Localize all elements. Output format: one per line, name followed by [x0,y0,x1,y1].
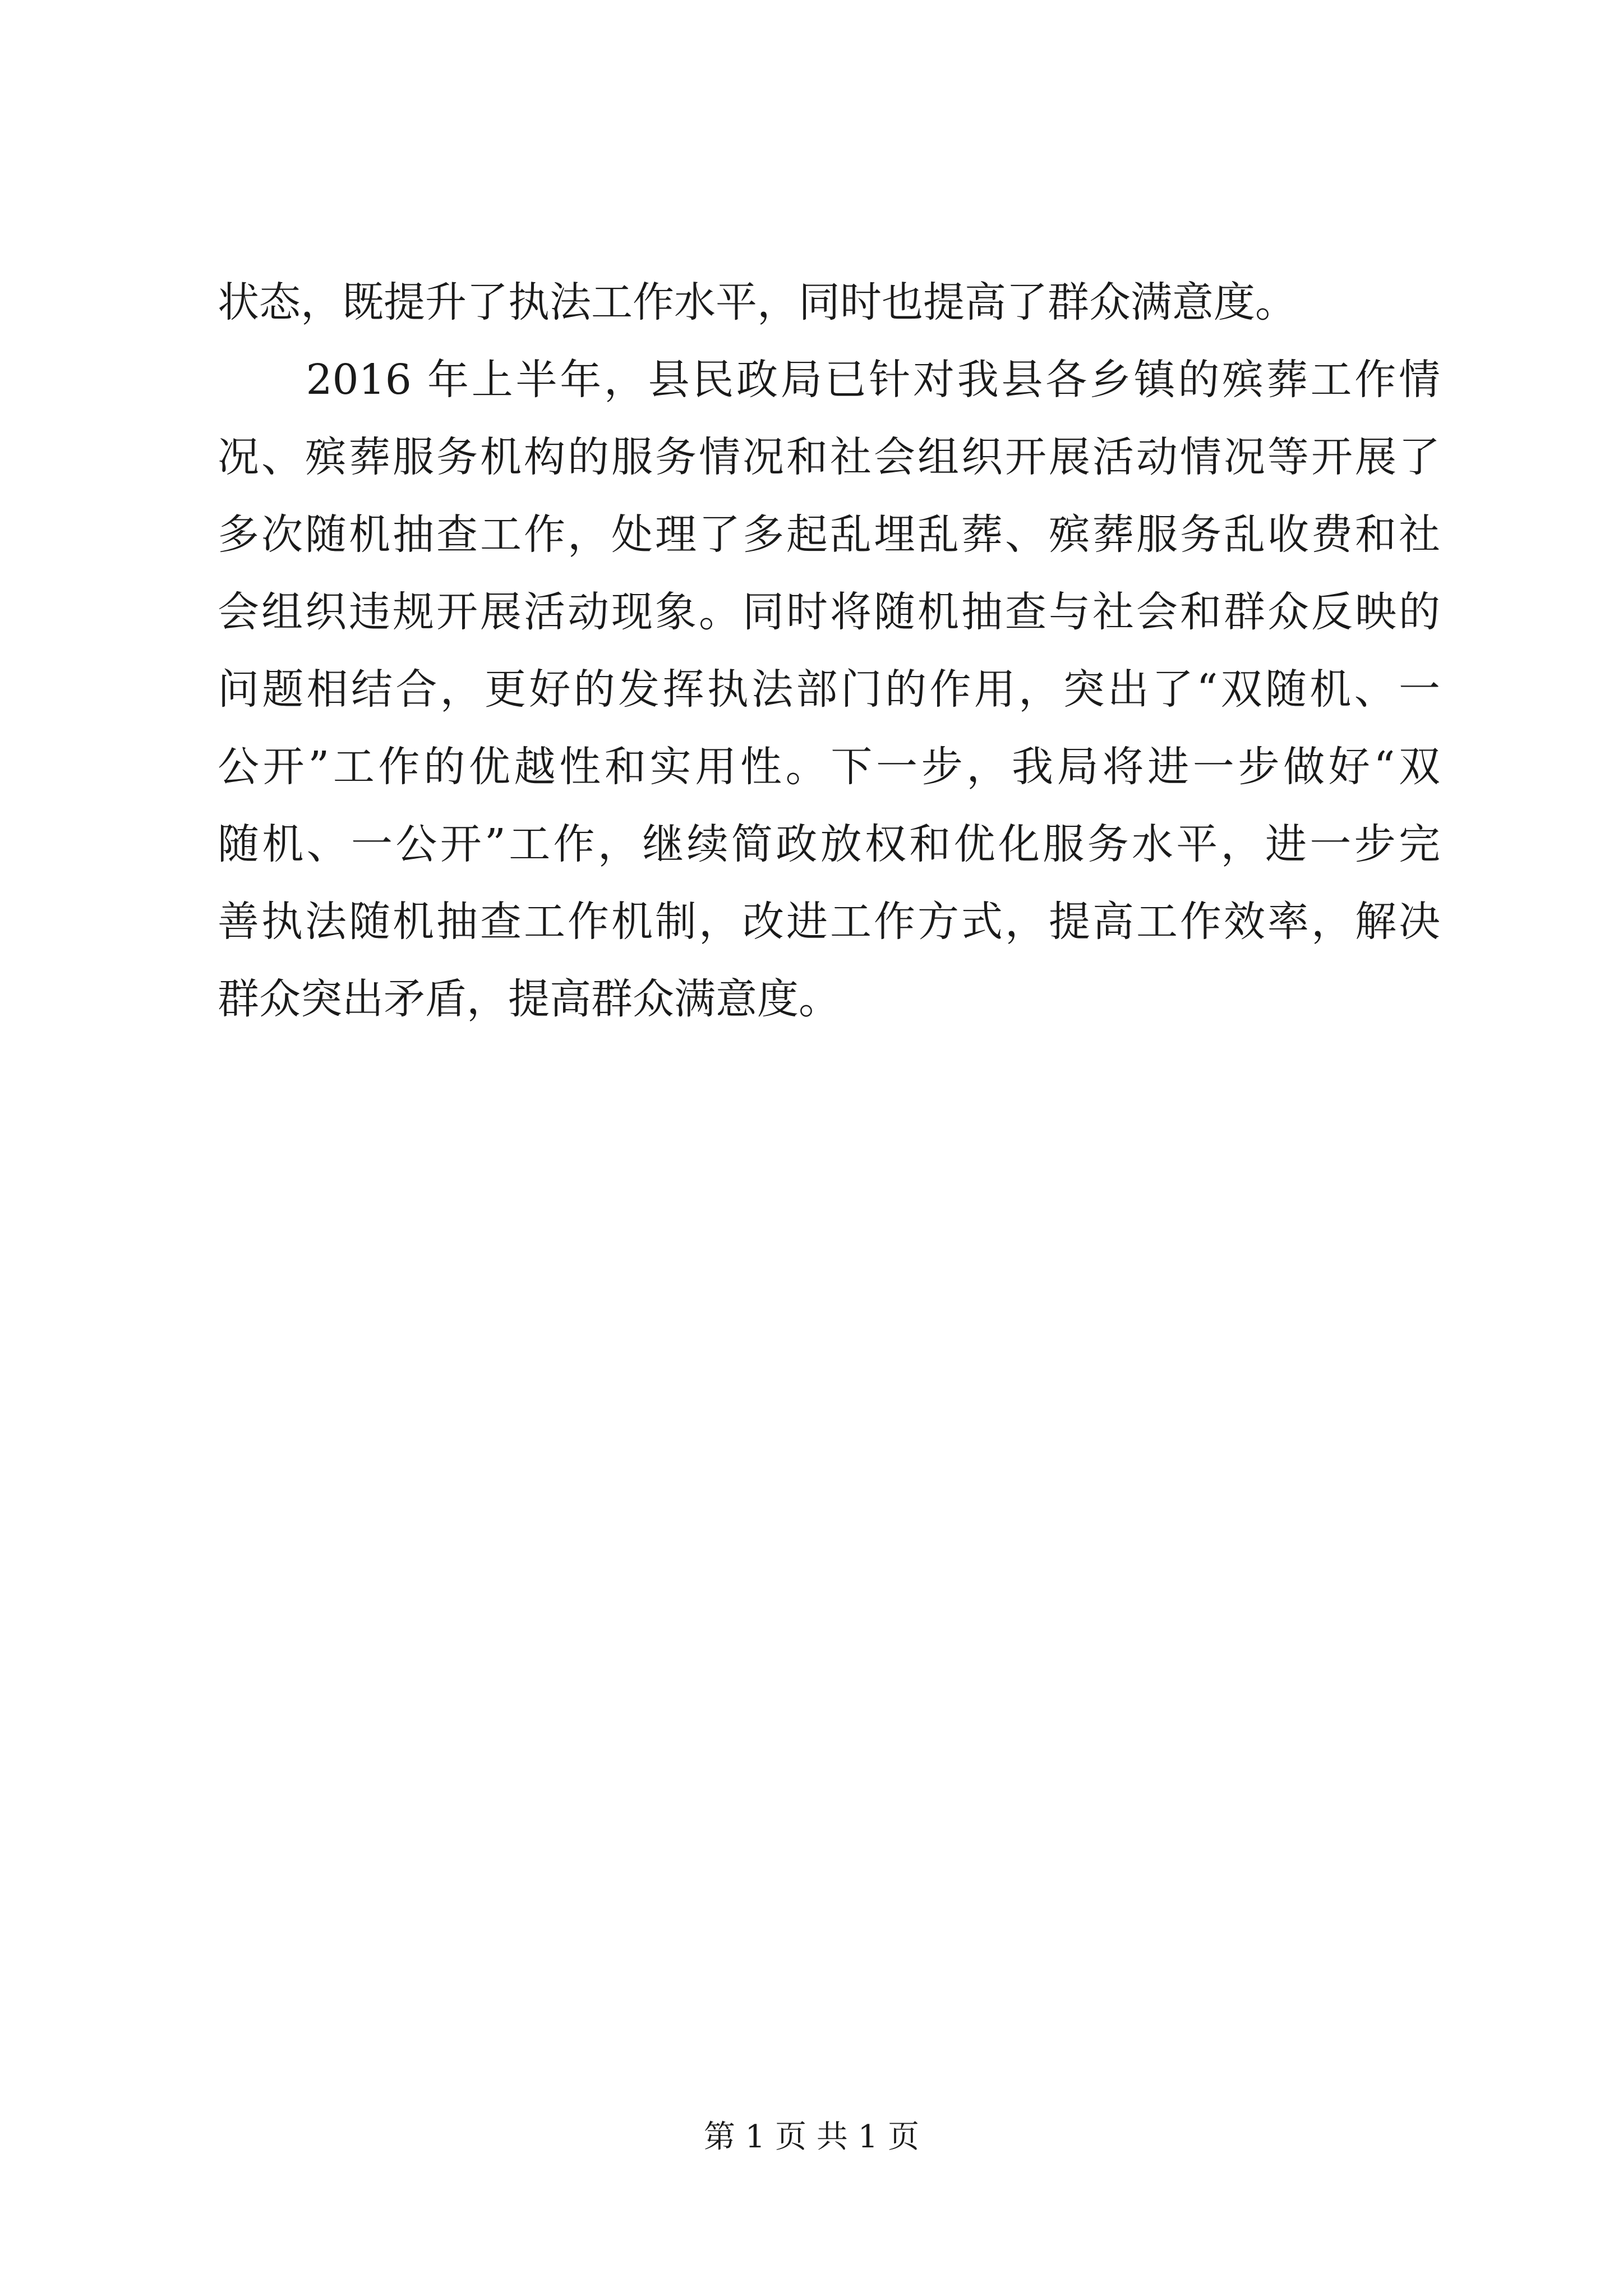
paragraph-line: 公开”工作的优越性和实用性。下一步，我局将进一步做好“双 [218,743,1440,791]
paragraph-line: 况、殡葬服务机构的服务情况和社会组织开展活动情况等开展了 [218,433,1440,481]
paragraph-line: 群众突出矛盾，提高群众满意度。 [218,975,840,1023]
paragraph-line: 问题相结合，更好的发挥执法部门的作用，突出了“双随机、一 [218,665,1440,714]
paragraph-line: 状态，既提升了执法工作水平，同时也提高了群众满意度。 [218,278,1297,326]
paragraph-line: 随机、一公开”工作，继续简政放权和优化服务水平，进一步完 [218,820,1440,868]
document-body [218,264,1440,1038]
paragraph-line: 会组织违规开展活动现象。同时将随机抽查与社会和群众反映的 [218,588,1440,636]
page-footer: 第 1 页 共 1 页 [703,2119,920,2155]
paragraph-line: 多次随机抽查工作，处理了多起乱埋乱葬、殡葬服务乱收费和社 [218,510,1440,559]
paragraph-line: 2016 年上半年，县民政局已针对我县各乡镇的殡葬工作情 [218,356,1440,404]
paragraph-line: 善执法随机抽查工作机制，改进工作方式，提高工作效率，解决 [218,898,1440,946]
